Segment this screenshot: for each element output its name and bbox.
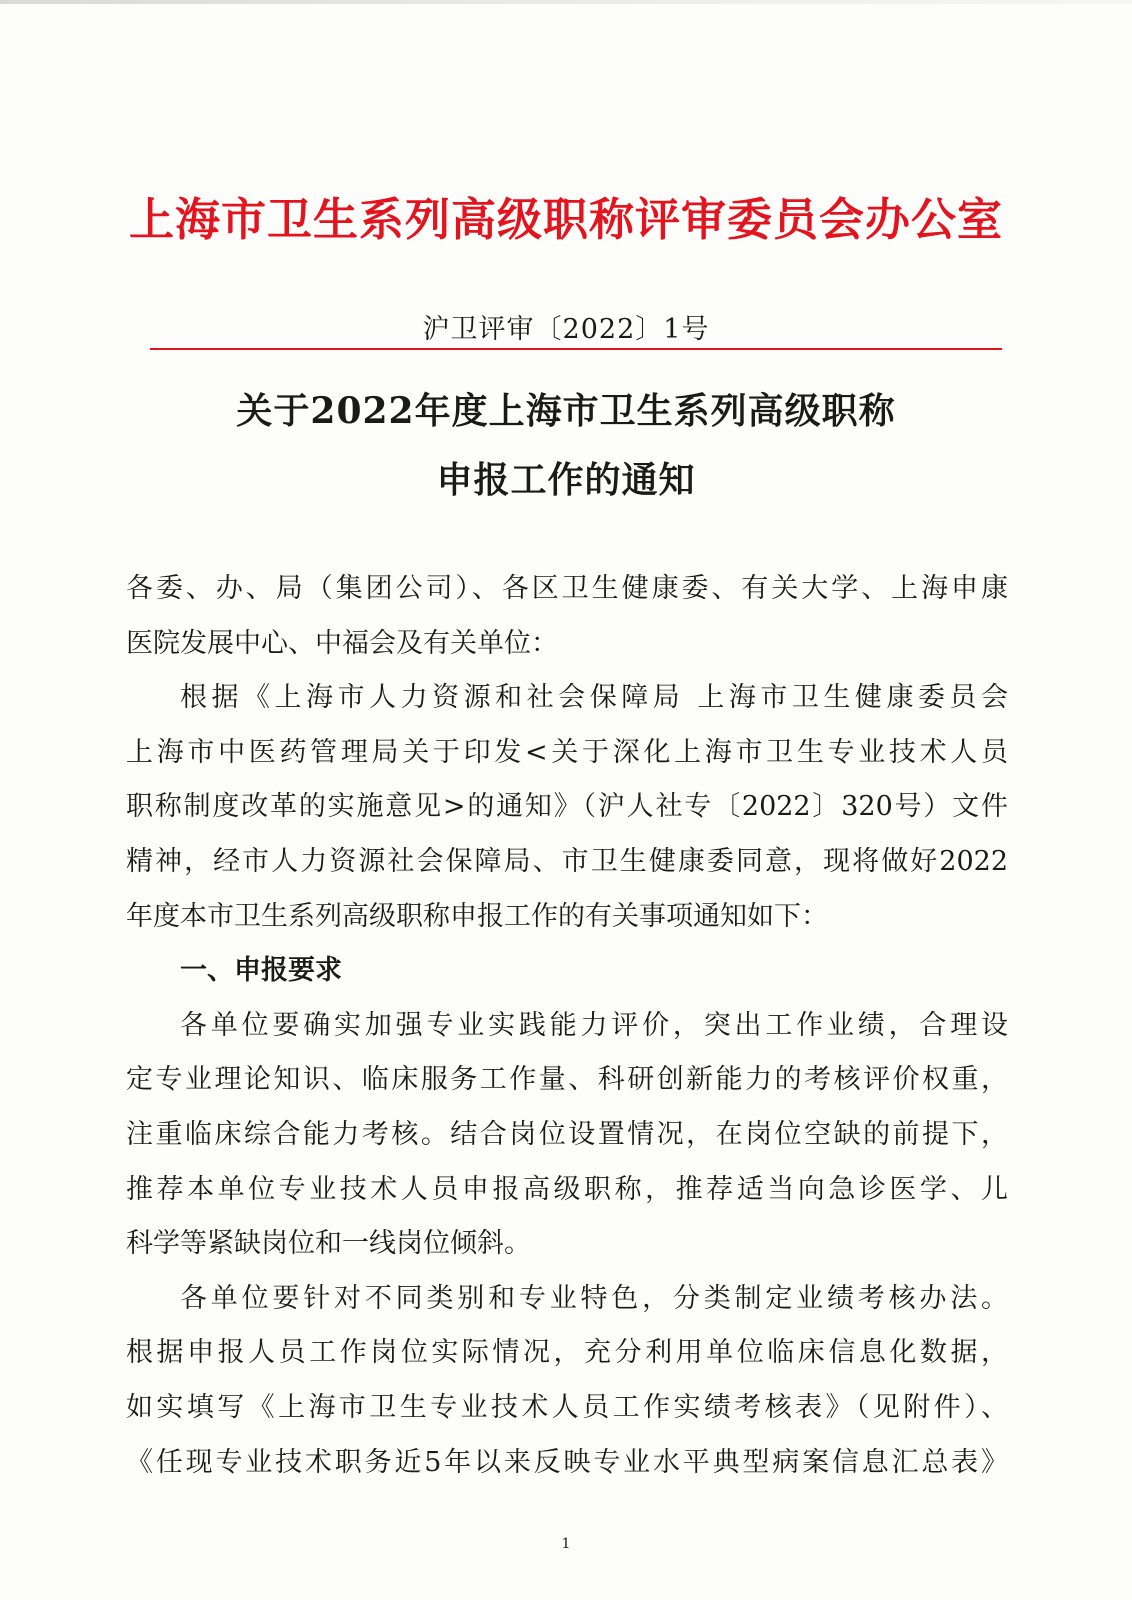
paragraph-line: 如实填写《上海市卫生专业技术人员工作实绩考核表》（见附件）、: [126, 1391, 1008, 1423]
office-title: 上海市卫生系列高级职称评审委员会办公室: [128, 193, 1003, 246]
addressee-line: 各委、办、局（集团公司）、各区卫生健康委、有关大学、上海申康: [126, 573, 1008, 604]
paragraph-line: 精神，经市人力资源社会保障局、市卫生健康委同意，现将做好2022: [126, 845, 1008, 877]
notice-body: [126, 562, 1008, 1490]
paragraph-line: 定专业理论知识、临床服务工作量、科研创新能力的考核评价权重，: [126, 1064, 1008, 1096]
paragraph-line: 《任现专业技术职务近5年以来反映专业水平典型病案信息汇总表》: [126, 1446, 1008, 1478]
document-number: 沪卫评审〔2022〕1号: [422, 314, 710, 345]
paragraph-line: 科学等紧缺岗位和一线岗位倾斜。: [126, 1228, 531, 1260]
paragraph-line: 根据《上海市人力资源和社会保障局 上海市卫生健康委员会: [180, 682, 1008, 714]
paragraph-line: 上海市中医药管理局关于印发<关于深化上海市卫生专业技术人员: [126, 736, 1008, 768]
page-number: 1: [561, 1536, 571, 1552]
scan-edge: [0, 0, 1132, 4]
notice-title-line-1: 关于2022年度上海市卫生系列高级职称: [236, 390, 896, 432]
paragraph-line: 各单位要确实加强专业实践能力评价，突出工作业绩，合理设: [180, 1009, 1008, 1041]
red-divider: [150, 348, 1002, 350]
paragraph-line: 推荐本单位专业技术人员申报高级职称，推荐适当向急诊医学、儿: [126, 1173, 1008, 1205]
paragraph-line: 根据申报人员工作岗位实际情况，充分利用单位临床信息化数据，: [126, 1337, 1008, 1369]
paragraph-line: 注重临床综合能力考核。结合岗位设置情况，在岗位空缺的前提下，: [126, 1118, 1008, 1150]
paragraph-line: 职称制度改革的实施意见>的通知》（沪人社专〔2022〕320号）文件: [126, 791, 1008, 823]
addressee-line: 医院发展中心、中福会及有关单位：: [126, 627, 558, 659]
section-heading: 一、申报要求: [180, 955, 342, 987]
paragraph-line: 各单位要针对不同类别和专业特色，分类制定业绩考核办法。: [180, 1282, 1008, 1314]
paragraph-line: 年度本市卫生系列高级职称申报工作的有关事项通知如下：: [126, 900, 828, 932]
notice-title-line-2: 申报工作的通知: [436, 459, 696, 501]
